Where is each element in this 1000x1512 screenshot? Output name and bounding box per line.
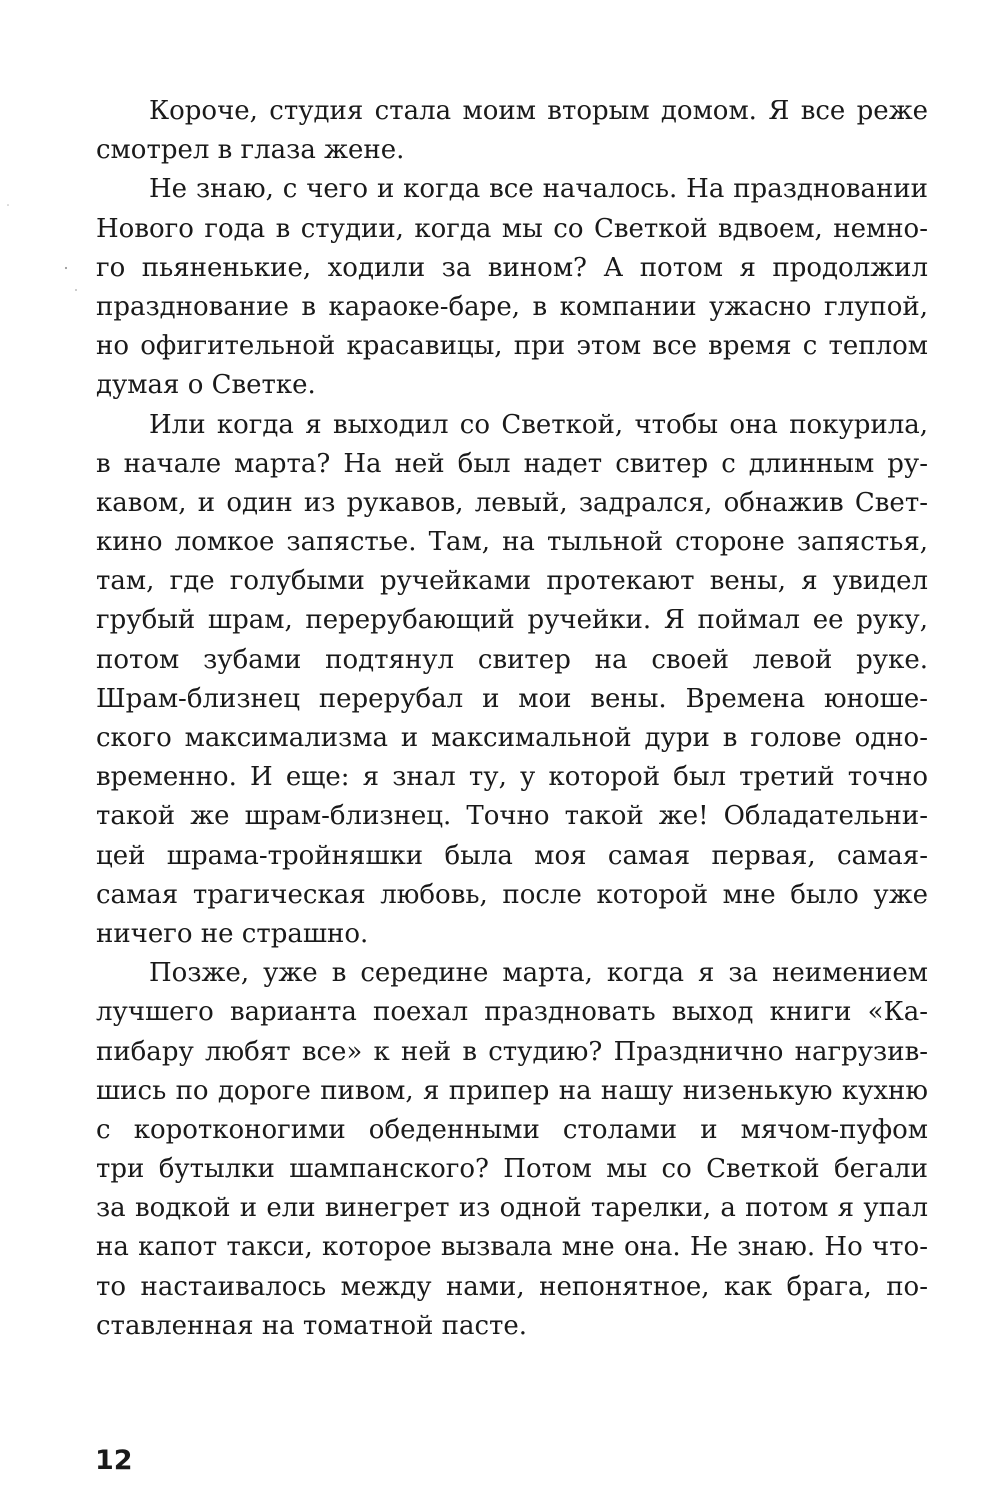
text-line: Нового года в студии, когда мы со Светкой вдвоем, немно-	[96, 213, 928, 244]
text-line: цей шрама-тройняшки была моя самая первая, самая-	[96, 840, 928, 871]
scan-speck	[65, 267, 67, 269]
text-line: там, где голубыми ручейками протекают вены, я увидел	[96, 566, 928, 597]
text-line: временно. И еще: я знал ту, у которой был третий точно	[96, 762, 928, 793]
paragraph	[96, 92, 928, 170]
text-line: за водкой и ели винегрет из одной тарелки, а потом я упал	[96, 1193, 928, 1224]
text-line: ставленная на томатной пасте.	[96, 1310, 528, 1341]
text-line: Короче, студия стала моим вторым домом. Я все реже	[149, 96, 928, 126]
text-line: празднование в караоке-баре, в компании ужасно глупой,	[96, 291, 928, 322]
paragraph	[96, 954, 928, 1346]
scan-speck	[75, 289, 77, 291]
text-line: Шрам-близнец перерубал и мои вены. Времена юноше-	[96, 683, 928, 714]
text-line: потом зубами подтянул свитер на своей левой руке.	[96, 644, 928, 675]
text-line: три бутылки шампанского? Потом мы со Светкой бегали	[96, 1154, 928, 1185]
text-line: такой же шрам-близнец. Точно такой же! Обладательни-	[96, 801, 928, 832]
text-line: кавом, и один из рукавов, левый, задрался, обнажив Свет-	[96, 487, 928, 518]
scan-speck	[7, 204, 9, 206]
text-line: Позже, уже в середине марта, когда я за неимением	[149, 958, 928, 989]
text-line: с коротконогими обеденными столами и мячом-пуфом	[96, 1114, 928, 1145]
text-line: ничего не страшно.	[96, 918, 369, 949]
text-line: то настаивалось между нами, непонятное, как брага, по-	[96, 1271, 928, 1302]
text-line: но офигительной красавицы, при этом все время с теплом	[96, 331, 928, 362]
page-number: 12	[95, 1445, 133, 1476]
text-line: го пьяненькие, ходили за вином? А потом я продолжил	[96, 252, 928, 283]
text-line: кино ломкое запястье. Там, на тыльной стороне запястья,	[96, 527, 928, 558]
paragraph	[96, 406, 928, 955]
paragraph	[96, 170, 928, 405]
text-line: грубый шрам, перерубающий ручейки. Я поймал ее руку,	[96, 605, 928, 636]
text-line: думая о Светке.	[96, 370, 316, 401]
text-line: пибару любят все» к ней в студию? Празднично нагрузив-	[96, 1036, 928, 1067]
text-line: в начале марта? На ней был надет свитер с длинным ру-	[96, 448, 928, 479]
text-line: смотрел в глаза жене.	[96, 135, 405, 166]
text-line: ского максимализма и максимальной дури в голове одно-	[96, 723, 928, 753]
body-text	[96, 92, 928, 1346]
text-line: шись по дороге пивом, я припер на нашу низенькую кухню	[96, 1075, 928, 1106]
text-line: на капот такси, которое вызвала мне она. Не знаю. Но что-	[96, 1232, 928, 1263]
text-line: лучшего варианта поехал праздновать выход книги «Ка-	[96, 997, 928, 1028]
text-line: Не знаю, с чего и когда все началось. На праздновании	[149, 174, 928, 205]
text-line: Или когда я выходил со Светкой, чтобы она покурила,	[149, 409, 928, 440]
text-line: самая трагическая любовь, после которой мне было уже	[96, 879, 928, 910]
